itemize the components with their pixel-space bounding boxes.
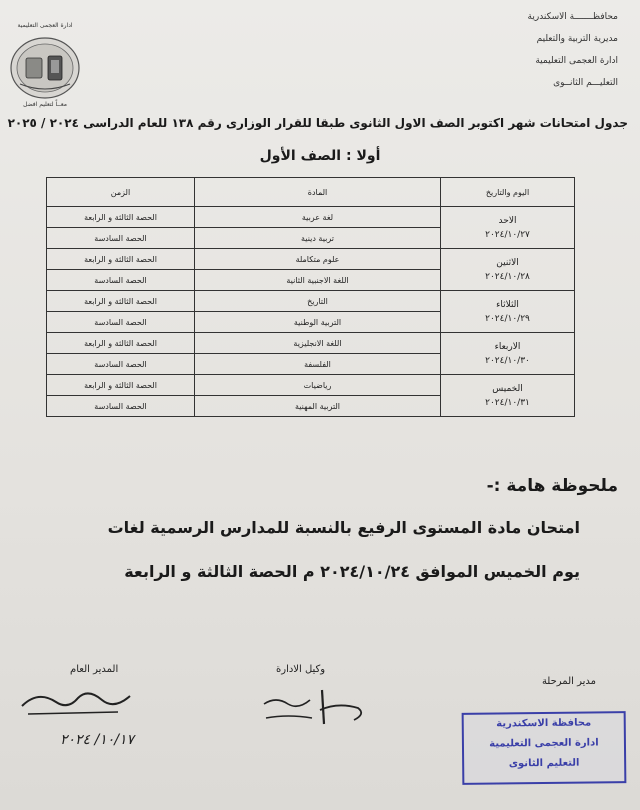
period-cell: الحصة السادسة [47, 312, 195, 333]
period-cell: الحصة السادسة [47, 228, 195, 249]
day-name: الاثنين [496, 257, 519, 268]
table-row [47, 207, 575, 228]
subject-cell: رياضيات [195, 375, 441, 396]
header-subject: المادة [195, 178, 441, 207]
table-row [47, 333, 575, 354]
header-directorate: مديرية التربية والتعليم [536, 34, 618, 44]
general-director-label: المدير العام [70, 664, 119, 675]
header-time: الزمن [47, 178, 195, 207]
stamp-line-2: ادارة العجمى التعليمية [489, 737, 599, 750]
day-date-cell [441, 249, 575, 291]
exam-schedule-table [46, 177, 575, 417]
header-governorate: محافظـــــــة الاسكندرية [527, 12, 618, 22]
day-name: الاحد [498, 215, 517, 226]
subject-cell: التربية الوطنية [195, 312, 441, 333]
day-date-cell [441, 333, 575, 375]
section-subtitle: أولا : الصف الأول [259, 148, 381, 164]
period-cell: الحصة السادسة [47, 270, 195, 291]
subject-cell: علوم متكاملة [195, 249, 441, 270]
day-date-cell [441, 375, 575, 417]
subject-cell: التاريخ [195, 291, 441, 312]
day-name: الاربعاء [494, 341, 521, 352]
general-director-signature-icon [18, 684, 138, 724]
subject-cell: لغة عربية [195, 207, 441, 228]
official-stamp [462, 711, 627, 785]
header-day-date: اليوم والتاريخ [441, 178, 575, 207]
handwritten-date: ١٠/١٧/ ٢٠٢٤ [60, 732, 135, 748]
period-cell: الحصة الثالثة و الرابعة [47, 249, 195, 270]
period-cell: الحصة الثالثة و الرابعة [47, 333, 195, 354]
exam-date: ٢٠٢٤/١٠/٣١ [485, 397, 530, 408]
day-date-cell [441, 207, 575, 249]
subject-cell: التربية المهنية [195, 396, 441, 417]
day-name: الخميس [492, 383, 523, 394]
day-date-cell [441, 291, 575, 333]
table-row [47, 291, 575, 312]
table-header-row [47, 178, 575, 207]
logo-caption-top: ادارة العجمى التعليمية [17, 22, 73, 29]
exam-date: ٢٠٢٤/١٠/٢٨ [485, 271, 530, 282]
header-administration: ادارة العجمى التعليمية [535, 56, 618, 66]
period-cell: الحصة الثالثة و الرابعة [47, 207, 195, 228]
subject-cell: الفلسفة [195, 354, 441, 375]
subject-cell: تربية دينية [195, 228, 441, 249]
period-cell: الحصة الثالثة و الرابعة [47, 291, 195, 312]
note-heading: ملحوظة هامة :- [486, 476, 618, 496]
subject-cell: اللغة الاجنبية الثانية [195, 270, 441, 291]
table-row [47, 375, 575, 396]
exam-date: ٢٠٢٤/١٠/٢٧ [485, 229, 530, 240]
header-block [468, 6, 618, 94]
stage-director-label: مدير المرحلة [541, 676, 596, 687]
exam-date: ٢٠٢٤/١٠/٣٠ [485, 355, 530, 366]
header-section: التعليـــم الثانــوى [553, 78, 618, 88]
stamp-line-1: محافظة الاسكندرية [496, 717, 592, 730]
day-name: الثلاثاء [496, 299, 519, 310]
logo-emblem-icon [6, 22, 84, 108]
period-cell: الحصة الثالثة و الرابعة [47, 375, 195, 396]
deputy-label: وكيل الادارة [276, 664, 326, 675]
exam-date: ٢٠٢٤/١٠/٢٩ [485, 313, 530, 324]
logo-caption-bottom: معــاً لتعليم افضل [23, 101, 67, 108]
subject-cell: اللغة الانجليزية [195, 333, 441, 354]
administration-logo [6, 22, 84, 108]
note-line-2: يوم الخميس الموافق ٢٠٢٤/١٠/٢٤ م الحصة الثالثة و الرابعة [124, 562, 580, 581]
period-cell: الحصة السادسة [47, 396, 195, 417]
table-row [47, 249, 575, 270]
period-cell: الحصة السادسة [47, 354, 195, 375]
deputy-signature-icon [258, 684, 378, 730]
note-line-1: امتحان مادة المستوى الرفيع بالنسبة للمدارس الرسمية لغات [107, 518, 580, 537]
stamp-line-3: التعليم الثانوى [508, 757, 580, 770]
document-title: جدول امتحانات شهر اكتوبر الصف الاول الثانوى طبقا للقرار الوزارى رقم ١٣٨ للعام الدراسى ٢٠٢٤ / ٢٠٢٥ [7, 116, 628, 130]
